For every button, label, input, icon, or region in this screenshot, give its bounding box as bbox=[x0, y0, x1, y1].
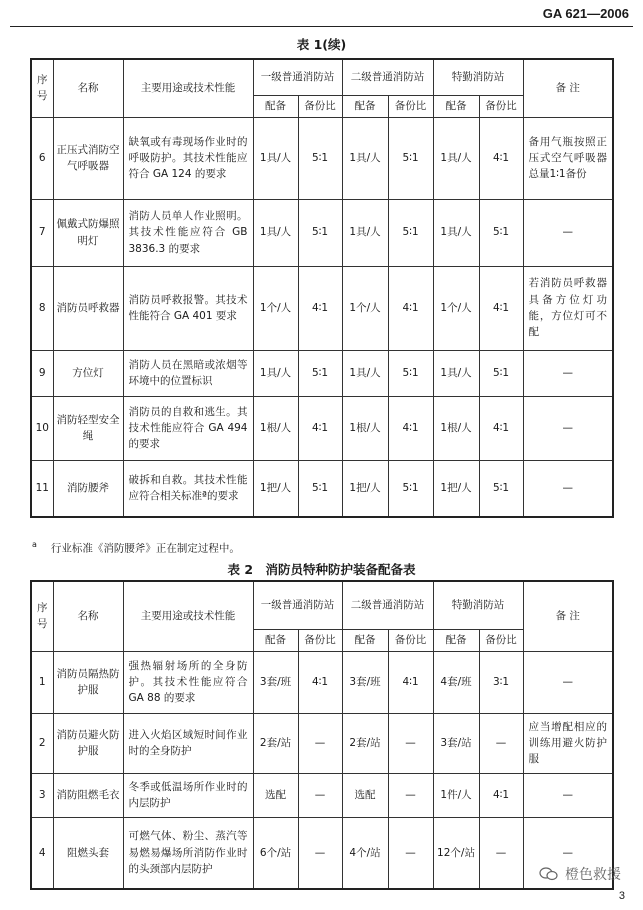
col-name-header: 名称 bbox=[53, 59, 123, 117]
item-name: 消防阻燃毛衣 bbox=[53, 773, 123, 817]
item-use: 消防员呼救报警。其技术性能符合 GA 401 要求 bbox=[123, 266, 253, 350]
col-peibei-header: 配备 bbox=[342, 629, 388, 651]
col-special-header: 特勤消防站 bbox=[433, 581, 523, 629]
item-use: 可燃气体、粉尘、蒸汽等易燃易爆场所消防作业时的头颈部内层防护 bbox=[123, 817, 253, 889]
col-remarks-header: 备 注 bbox=[523, 59, 613, 117]
item-name: 阻燃头套 bbox=[53, 817, 123, 889]
special-quota: 12个/站 bbox=[433, 817, 479, 889]
level2-ratio: 5∶1 bbox=[388, 199, 433, 266]
col-beifen-header: 备份比 bbox=[388, 95, 433, 117]
row-number: 2 bbox=[31, 713, 53, 773]
level1-quota: 1具/人 bbox=[253, 199, 298, 266]
special-quota: 1具/人 bbox=[433, 117, 479, 199]
level1-ratio: 5∶1 bbox=[298, 199, 342, 266]
col-beifen-header: 备份比 bbox=[479, 95, 523, 117]
footnote-mark: a bbox=[32, 540, 37, 549]
item-name: 消防员避火防护服 bbox=[53, 713, 123, 773]
row-number: 7 bbox=[31, 199, 53, 266]
special-ratio: 4∶1 bbox=[479, 266, 523, 350]
row-number: 4 bbox=[31, 817, 53, 889]
item-remark: 若消防员呼救器具备方位灯功能，方位灯可不配 bbox=[523, 266, 613, 350]
col-level2-header: 二级普通消防站 bbox=[342, 581, 433, 629]
special-ratio: 4∶1 bbox=[479, 117, 523, 199]
level1-quota: 选配 bbox=[253, 773, 298, 817]
special-ratio: — bbox=[479, 817, 523, 889]
level2-quota: 4个/站 bbox=[342, 817, 388, 889]
special-quota: 1把/人 bbox=[433, 460, 479, 517]
special-quota: 1件/人 bbox=[433, 773, 479, 817]
col-peibei-header: 配备 bbox=[253, 629, 298, 651]
special-quota: 4套/班 bbox=[433, 651, 479, 713]
item-name: 正压式消防空气呼吸器 bbox=[53, 117, 123, 199]
watermark bbox=[539, 864, 621, 884]
table-row bbox=[31, 266, 613, 350]
table1-footnote bbox=[32, 540, 240, 556]
special-quota: 1根/人 bbox=[433, 396, 479, 460]
col-use-header: 主要用途或技术性能 bbox=[123, 581, 253, 651]
level1-quota: 2套/站 bbox=[253, 713, 298, 773]
level2-quota: 2套/站 bbox=[342, 713, 388, 773]
level2-quota: 1个/人 bbox=[342, 266, 388, 350]
col-remarks-header: 备 注 bbox=[523, 581, 613, 651]
special-ratio: 4∶1 bbox=[479, 773, 523, 817]
item-remark: 应当增配相应的训练用避火防护服 bbox=[523, 713, 613, 773]
level1-ratio: 5∶1 bbox=[298, 460, 342, 517]
level2-ratio: 4∶1 bbox=[388, 266, 433, 350]
footnote-text: 行业标准《消防腰斧》正在制定过程中。 bbox=[50, 542, 240, 555]
level2-ratio: — bbox=[388, 713, 433, 773]
level2-ratio: — bbox=[388, 817, 433, 889]
table-row bbox=[31, 396, 613, 460]
special-quota: 1具/人 bbox=[433, 350, 479, 396]
level1-quota: 1具/人 bbox=[253, 117, 298, 199]
level2-quota: 1根/人 bbox=[342, 396, 388, 460]
level1-quota: 1个/人 bbox=[253, 266, 298, 350]
item-use: 冬季或低温场所作业时的内层防护 bbox=[123, 773, 253, 817]
col-use-header: 主要用途或技术性能 bbox=[123, 59, 253, 117]
level2-quota: 3套/班 bbox=[342, 651, 388, 713]
table-row bbox=[31, 773, 613, 817]
header-rule bbox=[10, 26, 633, 27]
level1-ratio: 4∶1 bbox=[298, 396, 342, 460]
level2-quota: 1具/人 bbox=[342, 117, 388, 199]
row-number: 8 bbox=[31, 266, 53, 350]
level1-quota: 1把/人 bbox=[253, 460, 298, 517]
col-peibei-header: 配备 bbox=[253, 95, 298, 117]
special-ratio: 4∶1 bbox=[479, 396, 523, 460]
col-beifen-header: 备份比 bbox=[388, 629, 433, 651]
level1-ratio: 4∶1 bbox=[298, 651, 342, 713]
level1-quota: 1具/人 bbox=[253, 350, 298, 396]
item-use: 消防人员单人作业照明。其技术性能应符合 GB 3836.3 的要求 bbox=[123, 199, 253, 266]
row-number: 3 bbox=[31, 773, 53, 817]
item-use: 缺氧或有毒现场作业时的呼吸防护。其技术性能应符合 GA 124 的要求 bbox=[123, 117, 253, 199]
col-seq-header: 序号 bbox=[31, 59, 53, 117]
level1-ratio: 4∶1 bbox=[298, 266, 342, 350]
standard-code: GA 621—2006 bbox=[542, 6, 629, 21]
item-use: 消防员的自救和逃生。其技术性能应符合 GA 494 的要求 bbox=[123, 396, 253, 460]
col-seq-header: 序号 bbox=[31, 581, 53, 651]
item-remark: — bbox=[523, 817, 613, 889]
table-row bbox=[31, 651, 613, 713]
table1-caption: 表 1(续) bbox=[296, 37, 347, 52]
table2-caption: 表 2 消防员特种防护装备配备表 bbox=[227, 562, 416, 577]
level2-ratio: 5∶1 bbox=[388, 350, 433, 396]
col-peibei-header: 配备 bbox=[342, 95, 388, 117]
level2-ratio: — bbox=[388, 773, 433, 817]
level2-quota: 1具/人 bbox=[342, 350, 388, 396]
level2-ratio: 4∶1 bbox=[388, 396, 433, 460]
table-row bbox=[31, 817, 613, 889]
item-use: 消防人员在黑暗或浓烟等环境中的位置标识 bbox=[123, 350, 253, 396]
special-ratio: — bbox=[479, 713, 523, 773]
col-beifen-header: 备份比 bbox=[479, 629, 523, 651]
table-row bbox=[31, 117, 613, 199]
item-remark: — bbox=[523, 773, 613, 817]
special-ratio: 3∶1 bbox=[479, 651, 523, 713]
row-number: 6 bbox=[31, 117, 53, 199]
item-name: 消防轻型安全绳 bbox=[53, 396, 123, 460]
col-special-header: 特勤消防站 bbox=[433, 59, 523, 95]
table2 bbox=[30, 580, 614, 890]
level1-ratio: — bbox=[298, 713, 342, 773]
item-remark: 备用气瓶按照正压式空气呼吸器总量1∶1备份 bbox=[523, 117, 613, 199]
item-use: 强热辐射场所的全身防护。其技术性能应符合 GA 88 的要求 bbox=[123, 651, 253, 713]
col-level1-header: 一级普通消防站 bbox=[253, 59, 342, 95]
page-number: 3 bbox=[618, 890, 625, 902]
item-name: 消防腰斧 bbox=[53, 460, 123, 517]
item-remark: — bbox=[523, 199, 613, 266]
item-remark: — bbox=[523, 460, 613, 517]
table-row bbox=[31, 713, 613, 773]
level2-ratio: 5∶1 bbox=[388, 460, 433, 517]
col-beifen-header: 备份比 bbox=[298, 629, 342, 651]
col-name-header: 名称 bbox=[53, 581, 123, 651]
col-peibei-header: 配备 bbox=[433, 95, 479, 117]
table-row bbox=[31, 460, 613, 517]
special-quota: 3套/站 bbox=[433, 713, 479, 773]
row-number: 10 bbox=[31, 396, 53, 460]
row-number: 9 bbox=[31, 350, 53, 396]
watermark-text: 橙色救援 bbox=[565, 867, 621, 883]
table1 bbox=[30, 58, 614, 518]
item-use: 破拆和自救。其技术性能应符合相关标准ª的要求 bbox=[123, 460, 253, 517]
wechat-logo-icon bbox=[539, 867, 559, 881]
level1-ratio: 5∶1 bbox=[298, 350, 342, 396]
col-level1-header: 一级普通消防站 bbox=[253, 581, 342, 629]
special-quota: 1具/人 bbox=[433, 199, 479, 266]
item-remark: — bbox=[523, 651, 613, 713]
special-quota: 1个/人 bbox=[433, 266, 479, 350]
table-row bbox=[31, 350, 613, 396]
special-ratio: 5∶1 bbox=[479, 460, 523, 517]
item-name: 方位灯 bbox=[53, 350, 123, 396]
item-name: 消防员呼救器 bbox=[53, 266, 123, 350]
level1-ratio: — bbox=[298, 773, 342, 817]
row-number: 1 bbox=[31, 651, 53, 713]
level1-ratio: 5∶1 bbox=[298, 117, 342, 199]
special-ratio: 5∶1 bbox=[479, 199, 523, 266]
level2-quota: 选配 bbox=[342, 773, 388, 817]
level2-quota: 1把/人 bbox=[342, 460, 388, 517]
level1-quota: 3套/班 bbox=[253, 651, 298, 713]
table1-header-row-1 bbox=[31, 59, 613, 95]
row-number: 11 bbox=[31, 460, 53, 517]
special-ratio: 5∶1 bbox=[479, 350, 523, 396]
level1-quota: 6个/站 bbox=[253, 817, 298, 889]
item-name: 消防员隔热防护服 bbox=[53, 651, 123, 713]
item-use: 进入火焰区域短时间作业时的全身防护 bbox=[123, 713, 253, 773]
col-level2-header: 二级普通消防站 bbox=[342, 59, 433, 95]
level2-ratio: 4∶1 bbox=[388, 651, 433, 713]
level1-ratio: — bbox=[298, 817, 342, 889]
col-peibei-header: 配备 bbox=[433, 629, 479, 651]
level1-quota: 1根/人 bbox=[253, 396, 298, 460]
table-row bbox=[31, 199, 613, 266]
level2-ratio: 5∶1 bbox=[388, 117, 433, 199]
item-name: 佩戴式防爆照明灯 bbox=[53, 199, 123, 266]
item-remark: — bbox=[523, 350, 613, 396]
item-remark: — bbox=[523, 396, 613, 460]
col-beifen-header: 备份比 bbox=[298, 95, 342, 117]
table2-header-row-1 bbox=[31, 581, 613, 629]
level2-quota: 1具/人 bbox=[342, 199, 388, 266]
